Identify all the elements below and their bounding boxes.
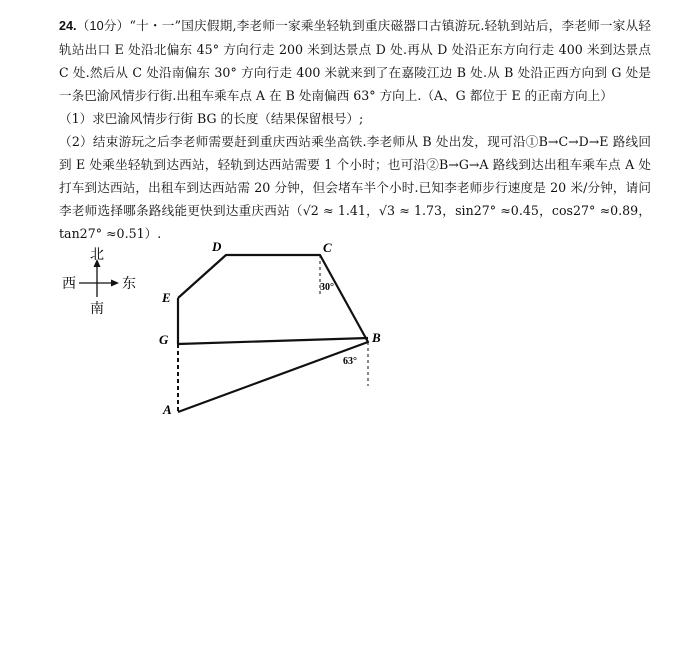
label-c: C [323, 240, 332, 255]
label-d: D [212, 240, 222, 254]
compass-west-label: 西 [62, 277, 76, 292]
compass-east-label: 东 [122, 277, 136, 292]
problem-text [59, 14, 651, 245]
geometry-figure [150, 240, 390, 420]
label-a: A [163, 402, 172, 417]
path-edcba [178, 255, 368, 412]
problem-part-1: （1）求巴渝风情步行街 BG 的长度（结果保留根号）; [59, 111, 364, 126]
problem-number: 24. [59, 19, 77, 33]
label-g: G [159, 332, 169, 347]
problem-intro-text: “十・一”国庆假期,李老师一家乘坐轻轨到重庆磁器口古镇游玩.轻轨到站后，李老师一家从轻轨站出口 E 处沿北偏东 45° 方向行走 200 米到达景点 D 处.再从 D 处沿正东方向行走 400 米到达景点 C 处.然后从 C 处沿南偏东 30° 方向行走 400 米就来到了在嘉陵江边 B 处.从 B 处沿正西方向到 G 处是一条巴渝风情步行街.出租车乘车点 A 在 B 处南偏西 63° 方向上.（A、G 都位于 E 的正南方向上） [59, 18, 651, 103]
problem-part-2: （2）结束游玩之后李老师需要赶到重庆西站乘坐高铁.李老师从 B 处出发，现可沿①B→C→D→E 路线回到 E 处乘坐轻轨到达西站，轻轨到达西站需要 1 个小时；也可沿②B→G→A 路线到达出租车乘车点 A 处打车到达西站，出租车到达西站需 20 分钟，但会堵车半个小时.已知李老师步行速度是 20 米/分钟，请问李老师选择哪条路线能更快到达重庆西站（√2 ≈ 1.41，√3 ≈ 1.73，sin27° ≈0.45，cos27° ≈0.89，tan27° ≈0.51）. [59, 134, 651, 241]
problem-intro [59, 14, 651, 107]
segment-gb [178, 338, 368, 344]
compass-rose [55, 247, 145, 317]
angle-b-label: 63° [343, 356, 357, 367]
angle-c-label: 30° [320, 282, 334, 293]
problem-points: （10分） [76, 19, 130, 33]
compass-north-label: 北 [90, 248, 104, 263]
east-arrow-icon [111, 280, 119, 287]
label-b: B [372, 330, 381, 345]
compass-south-label: 南 [90, 302, 104, 317]
label-e: E [162, 290, 171, 305]
